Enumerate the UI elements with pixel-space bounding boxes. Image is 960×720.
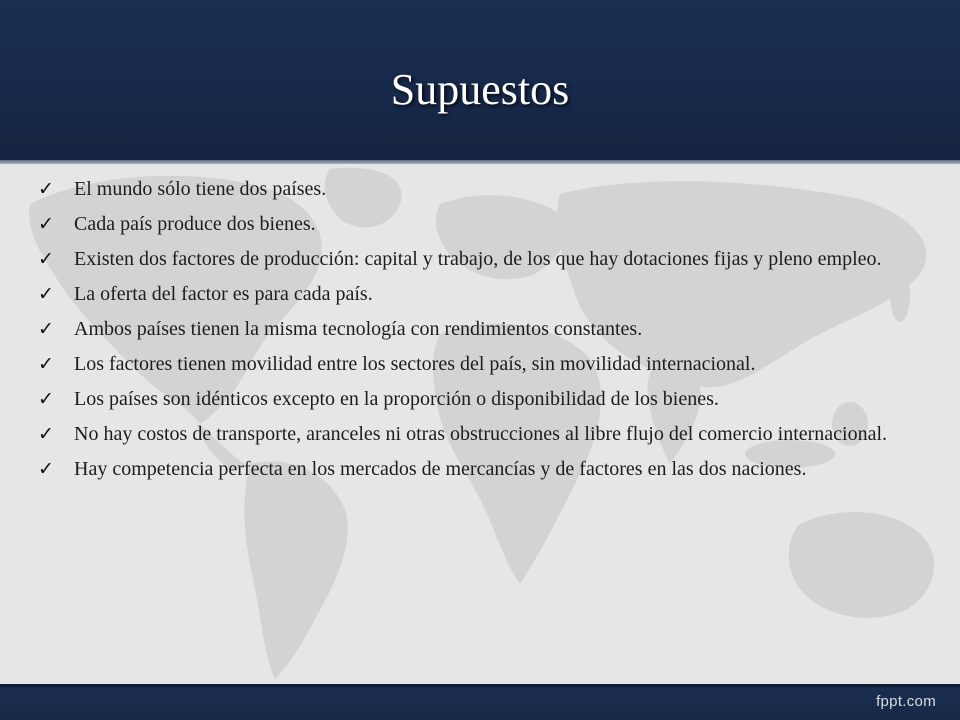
bullet-text: Cada país produce dos bienes. <box>74 213 316 235</box>
list-item <box>38 386 924 412</box>
slide-title: Supuestos <box>390 65 570 114</box>
bullet-list <box>38 176 924 491</box>
bullet-text: Los países son idénticos excepto en la proporción o disponibilidad de los bienes. <box>74 388 719 410</box>
checkmark-icon: ✓ <box>38 213 54 235</box>
header-band <box>0 0 960 160</box>
checkmark-icon: ✓ <box>38 248 54 270</box>
brand-logo-text: fppt.com <box>876 693 936 710</box>
list-item <box>38 421 924 447</box>
footer-band <box>0 684 960 720</box>
list-item <box>38 316 924 342</box>
checkmark-icon: ✓ <box>38 353 54 375</box>
bullet-text: Ambos países tienen la misma tecnología con rendimientos constantes. <box>74 318 643 340</box>
list-item <box>38 211 924 237</box>
bullet-text: No hay costos de transporte, aranceles ni otras obstrucciones al libre flujo del comercio internacional. <box>74 423 888 445</box>
checkmark-icon: ✓ <box>38 458 54 480</box>
list-item <box>38 456 924 482</box>
checkmark-icon: ✓ <box>38 318 54 340</box>
checkmark-icon: ✓ <box>38 388 54 410</box>
checkmark-icon: ✓ <box>38 283 54 305</box>
content-area <box>0 164 960 684</box>
list-item <box>38 351 924 377</box>
checkmark-icon: ✓ <box>38 423 54 445</box>
list-item <box>38 246 924 272</box>
list-item <box>38 281 924 307</box>
list-item <box>38 176 924 202</box>
bullet-text: La oferta del factor es para cada país. <box>74 283 373 305</box>
footer-divider <box>0 684 960 687</box>
bullet-text: Los factores tienen movilidad entre los sectores del país, sin movilidad internacional. <box>74 353 756 375</box>
checkmark-icon: ✓ <box>38 178 54 200</box>
bullet-text: El mundo sólo tiene dos países. <box>74 178 327 200</box>
bullet-text: Hay competencia perfecta en los mercados de mercancías y de factores en las dos naciones. <box>74 458 807 480</box>
bullet-text: Existen dos factores de producción: capital y trabajo, de los que hay dotaciones fijas y pleno empleo. <box>74 248 882 270</box>
